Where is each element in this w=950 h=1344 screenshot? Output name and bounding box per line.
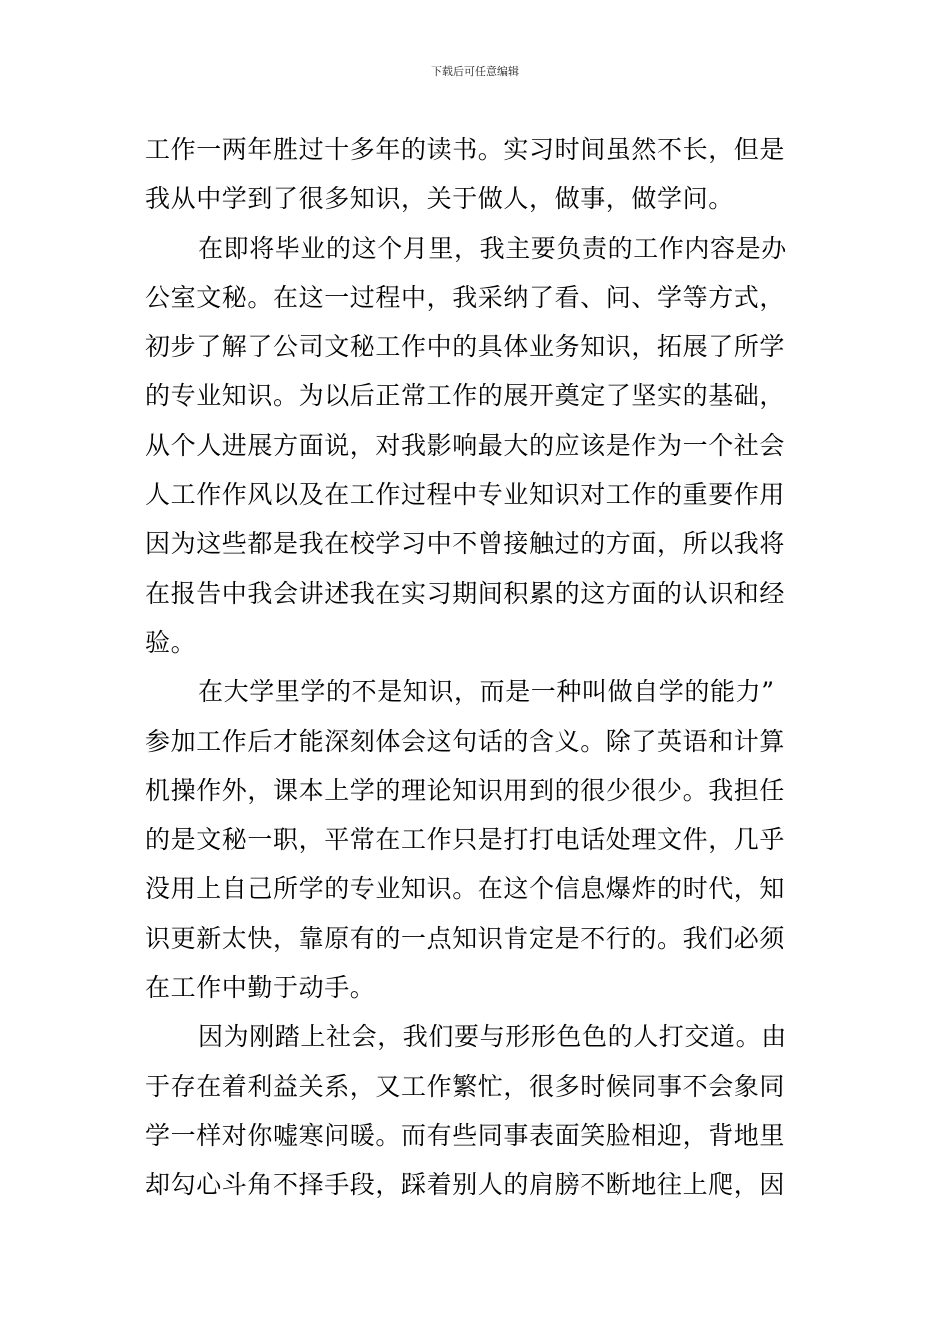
page-header: 下载后可任意编辑 [431, 65, 519, 78]
text-line: 的专业知识。为以后正常工作的展开奠定了坚实的基础， [145, 381, 786, 411]
text-line: 识更新太快，靠原有的一点知识肯定是不行的。我们必须 [145, 923, 786, 953]
text-line: 验。 [145, 627, 197, 657]
text-line: 于存在着利益关系，又工作繁忙，很多时候同事不会象同 [145, 1071, 786, 1101]
paragraph-first-line: 在即将毕业的这个月里，我主要负责的工作内容是办 [198, 233, 787, 263]
text-line: 参加工作后才能深刻体会这句话的含义。除了英语和计算 [145, 726, 786, 756]
text-line: 从个人进展方面说，对我影响最大的应该是作为一个社会 [145, 430, 786, 460]
body-text [145, 125, 810, 1210]
paragraph-first-line: 因为刚踏上社会，我们要与形形色色的人打交道。由 [198, 1022, 787, 1052]
text-line: 却勾心斗角不择手段，踩着别人的肩膀不断地往上爬，因 [145, 1170, 786, 1200]
text-line: 初步了解了公司文秘工作中的具体业务知识，拓展了所学 [145, 332, 786, 362]
paragraph-first-line: 在大学里学的不是知识，而是一种叫做自学的能力” [198, 677, 775, 707]
text-line: 人工作作风以及在工作过程中专业知识对工作的重要作用 [145, 480, 786, 510]
text-line: 公室文秘。在这一过程中，我采纳了看、问、学等方式， [145, 282, 786, 312]
text-line: 的是文秘一职，平常在工作只是打打电话处理文件，几乎 [145, 825, 786, 855]
text-line: 工作一两年胜过十多年的读书。实习时间虽然不长，但是 [145, 135, 786, 164]
text-line: 因为这些都是我在校学习中不曾接触过的方面，所以我将 [145, 529, 786, 559]
text-line: 我从中学到了很多知识，关于做人，做事，做学问。 [145, 184, 734, 214]
text-line: 没用上自己所学的专业知识。在这个信息爆炸的时代，知 [145, 874, 786, 904]
text-line: 在报告中我会讲述我在实习期间积累的这方面的认识和经 [145, 578, 786, 608]
text-line: 机操作外，课本上学的理论知识用到的很少很少。我担任 [145, 775, 786, 805]
text-line: 学一样对你嘘寒问暖。而有些同事表面笑脸相迎，背地里 [145, 1120, 786, 1150]
text-line: 在工作中勤于动手。 [145, 973, 376, 1003]
